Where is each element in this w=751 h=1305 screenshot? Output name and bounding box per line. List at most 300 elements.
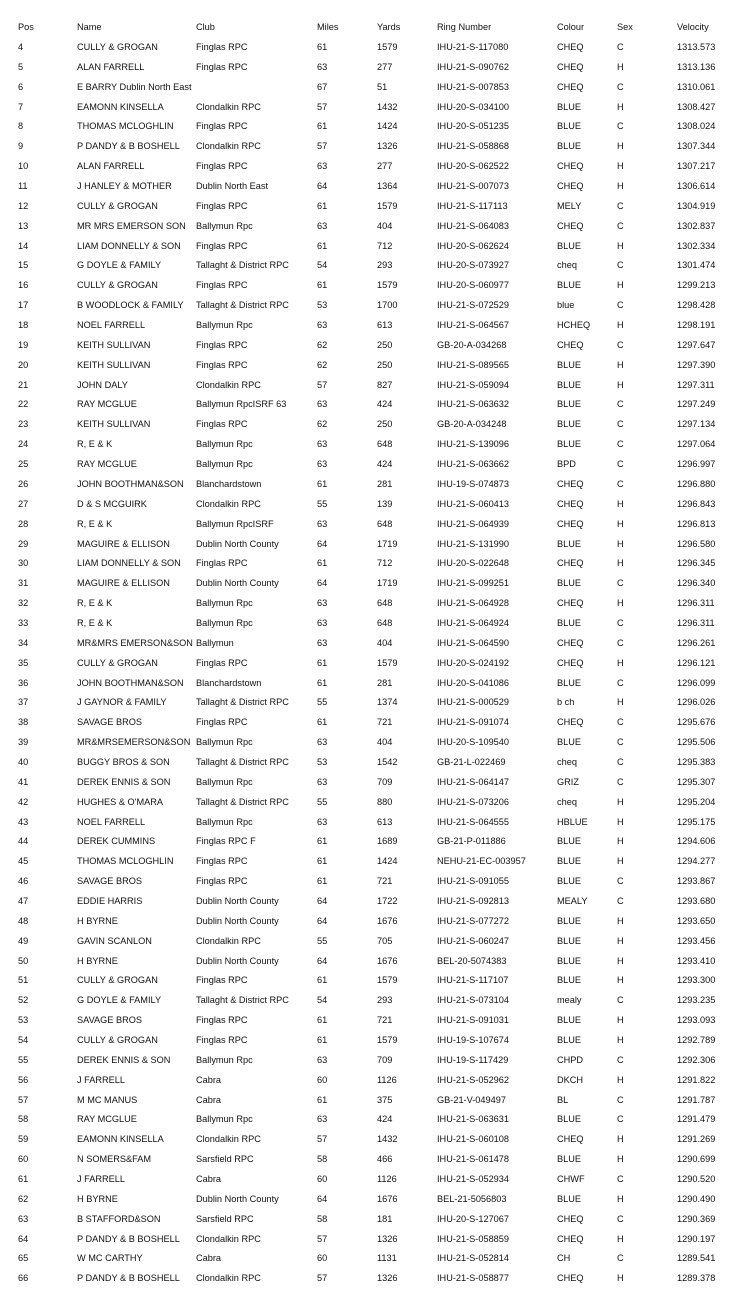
cell-sex: C — [617, 419, 624, 430]
cell-velocity: 1301.474 — [677, 260, 716, 271]
cell-club: Finglas RPC — [196, 280, 248, 291]
cell-pos: 51 — [18, 975, 29, 986]
cell-miles: 54 — [317, 995, 328, 1006]
cell-colour: CHEQ — [557, 1273, 584, 1284]
cell-name: B WOODLOCK & FAMILY — [77, 300, 184, 311]
cell-sex: H — [617, 498, 624, 509]
cell-yards: 281 — [377, 478, 393, 489]
cell-name: R, E & K — [77, 439, 113, 450]
cell-pos: 63 — [18, 1213, 29, 1224]
cell-velocity: 1296.311 — [677, 617, 715, 628]
cell-colour: BLUE — [557, 439, 582, 450]
cell-pos: 41 — [18, 776, 29, 787]
cell-club: Ballymun Rpc — [196, 617, 253, 628]
table-row — [0, 296, 751, 316]
cell-colour: CHEQ — [557, 717, 584, 728]
cell-pos: 52 — [18, 995, 29, 1006]
cell-sex: H — [617, 538, 624, 549]
cell-miles: 55 — [317, 796, 328, 807]
cell-name: DEREK ENNIS & SON — [77, 1054, 171, 1065]
cell-pos: 23 — [18, 419, 29, 430]
cell-pos: 57 — [18, 1094, 29, 1105]
cell-club: Finglas RPC — [196, 1015, 248, 1026]
table-row — [0, 654, 751, 674]
cell-sex: H — [617, 1193, 624, 1204]
cell-velocity: 1296.121 — [677, 657, 716, 668]
cell-ring-number: IHU-21-S-060247 — [437, 935, 510, 946]
cell-velocity: 1296.880 — [677, 478, 716, 489]
header-row — [0, 18, 751, 38]
cell-club: Ballymun RpcISRF — [196, 518, 274, 529]
cell-club: Ballymun Rpc — [196, 776, 253, 787]
cell-miles: 63 — [317, 399, 328, 410]
cell-colour: BLUE — [557, 578, 582, 589]
cell-velocity: 1290.699 — [677, 1154, 716, 1165]
cell-ring-number: IHU-20-S-109540 — [437, 737, 510, 748]
cell-colour: CHEQ — [557, 558, 584, 569]
cell-yards: 1719 — [377, 538, 398, 549]
cell-miles: 61 — [317, 1015, 328, 1026]
cell-colour: CHEQ — [557, 220, 584, 231]
cell-miles: 63 — [317, 518, 328, 529]
cell-club: Finglas RPC F — [196, 836, 256, 847]
table-row — [0, 733, 751, 753]
cell-velocity: 1297.647 — [677, 339, 716, 350]
cell-ring-number: IHU-21-S-058877 — [437, 1273, 510, 1284]
cell-colour: CHEQ — [557, 518, 584, 529]
cell-miles: 60 — [317, 1253, 328, 1264]
table-row — [0, 1031, 751, 1051]
cell-miles: 58 — [317, 1154, 328, 1165]
cell-colour: BLUE — [557, 280, 582, 291]
header-miles: Miles — [317, 22, 339, 32]
cell-yards: 721 — [377, 876, 393, 887]
cell-name: H BYRNE — [77, 915, 118, 926]
cell-name: J GAYNOR & FAMILY — [77, 697, 167, 708]
cell-ring-number: IHU-21-S-064928 — [437, 598, 510, 609]
cell-colour: BLUE — [557, 538, 582, 549]
cell-pos: 33 — [18, 617, 29, 628]
cell-velocity: 1292.306 — [677, 1054, 716, 1065]
cell-sex: C — [617, 677, 624, 688]
cell-name: E BARRY Dublin North East — [77, 81, 192, 92]
cell-colour: CHEQ — [557, 1134, 584, 1145]
cell-miles: 57 — [317, 101, 328, 112]
cell-sex: C — [617, 260, 624, 271]
cell-velocity: 1295.175 — [677, 816, 716, 827]
cell-colour: BLUE — [557, 915, 582, 926]
cell-miles: 63 — [317, 637, 328, 648]
cell-velocity: 1296.261 — [677, 637, 716, 648]
cell-club: Cabra — [196, 1094, 222, 1105]
cell-pos: 58 — [18, 1114, 29, 1125]
cell-miles: 61 — [317, 975, 328, 986]
cell-yards: 293 — [377, 995, 393, 1006]
cell-name: D & S MCGUIRK — [77, 498, 147, 509]
cell-sex: H — [617, 61, 624, 72]
cell-name: CULLY & GROGAN — [77, 657, 158, 668]
cell-name: RAY MCGLUE — [77, 399, 137, 410]
cell-yards: 648 — [377, 439, 393, 450]
cell-ring-number: IHU-21-S-077272 — [437, 915, 510, 926]
cell-yards: 712 — [377, 240, 393, 251]
cell-club: Cabra — [196, 1074, 222, 1085]
header-pos: Pos — [18, 22, 34, 32]
cell-velocity: 1297.311 — [677, 379, 715, 390]
table-row — [0, 78, 751, 98]
cell-club: Blanchardstown — [196, 478, 262, 489]
cell-miles: 62 — [317, 339, 328, 350]
cell-sex: H — [617, 1015, 624, 1026]
cell-colour: MELY — [557, 200, 582, 211]
cell-miles: 61 — [317, 856, 328, 867]
cell-yards: 709 — [377, 1054, 393, 1065]
cell-club: Finglas RPC — [196, 359, 248, 370]
cell-yards: 1131 — [377, 1253, 397, 1264]
cell-name: J FARRELL — [77, 1174, 125, 1185]
cell-pos: 26 — [18, 478, 29, 489]
cell-ring-number: IHU-19-S-074873 — [437, 478, 510, 489]
cell-velocity: 1293.680 — [677, 895, 716, 906]
table-row — [0, 1210, 751, 1230]
cell-sex: C — [617, 1253, 624, 1264]
cell-velocity: 1291.787 — [677, 1094, 716, 1105]
cell-sex: C — [617, 300, 624, 311]
cell-name: EDDIE HARRIS — [77, 895, 143, 906]
cell-club: Finglas RPC — [196, 1035, 248, 1045]
cell-name: MR&MRSEMERSON&SON — [77, 737, 191, 748]
table-row — [0, 395, 751, 415]
cell-sex: H — [617, 280, 624, 291]
table-row — [0, 674, 751, 694]
cell-pos: 31 — [18, 578, 29, 589]
cell-velocity: 1294.606 — [677, 836, 716, 847]
cell-velocity: 1308.427 — [677, 101, 716, 112]
cell-ring-number: IHU-20-S-041086 — [437, 677, 510, 688]
table-row — [0, 58, 751, 78]
cell-club: Dublin North County — [196, 955, 279, 966]
cell-colour: HCHEQ — [557, 320, 591, 331]
cell-yards: 181 — [377, 1213, 393, 1224]
cell-velocity: 1313.573 — [677, 42, 716, 52]
cell-name: MAGUIRE & ELLISON — [77, 578, 170, 589]
cell-club: Finglas RPC — [196, 717, 248, 728]
cell-velocity: 1302.837 — [677, 220, 716, 231]
cell-velocity: 1308.024 — [677, 121, 716, 132]
cell-velocity: 1293.300 — [677, 975, 716, 986]
cell-pos: 22 — [18, 399, 29, 410]
table-row — [0, 336, 751, 356]
cell-club: Finglas RPC — [196, 657, 248, 668]
cell-ring-number: GB-21-P-011886 — [437, 836, 506, 847]
cell-name: ALAN FARRELL — [77, 161, 145, 172]
cell-miles: 53 — [317, 756, 328, 767]
table-row — [0, 256, 751, 276]
cell-club: Dublin North County — [196, 1193, 279, 1204]
cell-velocity: 1296.580 — [677, 538, 716, 549]
cell-pos: 21 — [18, 379, 29, 390]
cell-yards: 424 — [377, 399, 393, 410]
table-row — [0, 614, 751, 634]
cell-yards: 1326 — [377, 1273, 398, 1284]
table-row — [0, 495, 751, 515]
cell-name: MR&MRS EMERSON&SON — [77, 637, 193, 648]
cell-ring-number: IHU-21-S-060108 — [437, 1134, 510, 1145]
cell-velocity: 1297.249 — [677, 399, 716, 410]
table-row — [0, 316, 751, 336]
cell-ring-number: BEL-21-5056803 — [437, 1193, 507, 1204]
cell-ring-number: IHU-21-S-073104 — [437, 995, 510, 1006]
cell-club: Sarsfield RPC — [196, 1154, 254, 1165]
table-row — [0, 634, 751, 654]
cell-pos: 46 — [18, 876, 29, 887]
table-row — [0, 892, 751, 912]
cell-yards: 1374 — [377, 697, 398, 708]
cell-pos: 45 — [18, 856, 29, 867]
cell-name: MAGUIRE & ELLISON — [77, 538, 170, 549]
cell-pos: 14 — [18, 240, 29, 251]
cell-sex: H — [617, 359, 624, 370]
cell-club: Finglas RPC — [196, 419, 248, 430]
table-row — [0, 991, 751, 1011]
table-row — [0, 554, 751, 574]
cell-velocity: 1299.213 — [677, 280, 716, 291]
cell-name: JOHN DALY — [77, 379, 128, 390]
cell-miles: 61 — [317, 677, 328, 688]
cell-ring-number: IHU-21-S-099251 — [437, 578, 510, 589]
cell-club: Ballymun Rpc — [196, 1054, 253, 1065]
cell-miles: 63 — [317, 320, 328, 331]
cell-sex: C — [617, 200, 624, 211]
cell-colour: BLUE — [557, 419, 582, 430]
table-row — [0, 237, 751, 257]
table-row — [0, 137, 751, 157]
cell-miles: 63 — [317, 816, 328, 827]
cell-velocity: 1313.136 — [677, 61, 716, 72]
cell-name: CULLY & GROGAN — [77, 42, 158, 52]
cell-ring-number: IHU-21-S-091031 — [437, 1015, 510, 1026]
cell-pos: 13 — [18, 220, 29, 231]
cell-ring-number: IHU-20-S-022648 — [437, 558, 510, 569]
cell-miles: 57 — [317, 1134, 328, 1145]
cell-club: Dublin North County — [196, 895, 279, 906]
cell-pos: 17 — [18, 300, 29, 311]
cell-yards: 1700 — [377, 300, 398, 311]
cell-ring-number: IHU-21-S-064590 — [437, 637, 510, 648]
cell-sex: H — [617, 240, 624, 251]
header-yards: Yards — [377, 22, 401, 32]
cell-colour: CHEQ — [557, 478, 584, 489]
cell-miles: 61 — [317, 717, 328, 728]
cell-colour: cheq — [557, 756, 577, 767]
cell-yards: 709 — [377, 776, 393, 787]
cell-yards: 1579 — [377, 657, 398, 668]
cell-name: M MC MANUS — [77, 1094, 138, 1105]
cell-yards: 250 — [377, 339, 393, 350]
cell-miles: 62 — [317, 359, 328, 370]
cell-velocity: 1296.813 — [677, 518, 716, 529]
cell-miles: 57 — [317, 1233, 328, 1244]
cell-pos: 10 — [18, 161, 29, 172]
cell-yards: 1676 — [377, 915, 398, 926]
cell-ring-number: GB-20-A-034268 — [437, 339, 507, 350]
cell-ring-number: BEL-20-5074383 — [437, 955, 507, 966]
cell-colour: BLUE — [557, 1015, 582, 1026]
cell-yards: 281 — [377, 677, 393, 688]
cell-sex: H — [617, 657, 624, 668]
cell-colour: BLUE — [557, 359, 582, 370]
cell-pos: 5 — [18, 61, 24, 72]
cell-name: DEREK ENNIS & SON — [77, 776, 171, 787]
cell-ring-number: IHU-21-S-059094 — [437, 379, 510, 390]
cell-pos: 6 — [18, 81, 24, 92]
cell-miles: 63 — [317, 439, 328, 450]
cell-miles: 53 — [317, 300, 328, 311]
cell-yards: 1579 — [377, 280, 398, 291]
cell-club: Tallaght & District RPC — [196, 756, 289, 767]
cell-ring-number: IHU-21-S-061478 — [437, 1154, 510, 1165]
cell-ring-number: IHU-21-S-052934 — [437, 1174, 510, 1185]
cell-colour: BLUE — [557, 1114, 582, 1125]
cell-club: Blanchardstown — [196, 677, 262, 688]
cell-name: SAVAGE BROS — [77, 876, 143, 887]
cell-yards: 466 — [377, 1154, 393, 1165]
table-row — [0, 38, 751, 58]
cell-club: Dublin North County — [196, 915, 279, 926]
table-row — [0, 117, 751, 137]
cell-sex: H — [617, 320, 624, 331]
cell-name: J FARRELL — [77, 1074, 125, 1085]
cell-ring-number: IHU-21-S-063632 — [437, 399, 510, 410]
cell-name: G DOYLE & FAMILY — [77, 995, 162, 1006]
cell-velocity: 1297.064 — [677, 439, 716, 450]
cell-velocity: 1295.383 — [677, 756, 716, 767]
cell-pos: 48 — [18, 915, 29, 926]
cell-miles: 63 — [317, 220, 328, 231]
cell-velocity: 1296.099 — [677, 677, 716, 688]
cell-yards: 721 — [377, 717, 393, 728]
cell-club: Dublin North East — [196, 181, 269, 192]
cell-yards: 1432 — [377, 1134, 398, 1145]
cell-colour: BLUE — [557, 935, 582, 946]
cell-velocity: 1298.428 — [677, 300, 716, 311]
cell-name: THOMAS MCLOGHLIN — [77, 121, 174, 132]
table-row — [0, 1110, 751, 1130]
cell-pos: 47 — [18, 895, 29, 906]
cell-velocity: 1294.277 — [677, 856, 716, 867]
cell-yards: 1424 — [377, 121, 398, 132]
cell-sex: H — [617, 955, 624, 966]
cell-club: Ballymun Rpc — [196, 1114, 253, 1125]
cell-pos: 18 — [18, 320, 29, 331]
cell-sex: H — [617, 796, 624, 807]
cell-colour: BLUE — [557, 975, 582, 986]
cell-miles: 58 — [317, 1213, 328, 1224]
cell-ring-number: IHU-21-S-064083 — [437, 220, 510, 231]
cell-sex: C — [617, 756, 624, 767]
cell-miles: 60 — [317, 1174, 328, 1185]
cell-miles: 63 — [317, 1054, 328, 1065]
cell-sex: C — [617, 1174, 624, 1185]
cell-pos: 64 — [18, 1233, 29, 1244]
cell-colour: BLUE — [557, 856, 582, 867]
cell-miles: 55 — [317, 935, 328, 946]
header-velocity: Velocity — [677, 22, 709, 32]
cell-yards: 648 — [377, 518, 393, 529]
cell-yards: 613 — [377, 320, 393, 331]
table-row — [0, 753, 751, 773]
cell-colour: MEALY — [557, 895, 588, 906]
cell-pos: 59 — [18, 1134, 29, 1145]
cell-miles: 61 — [317, 1035, 328, 1045]
table-row — [0, 1269, 751, 1289]
cell-velocity: 1295.204 — [677, 796, 716, 807]
cell-yards: 1126 — [377, 1174, 397, 1185]
cell-name: KEITH SULLIVAN — [77, 419, 151, 430]
cell-club: Finglas RPC — [196, 61, 248, 72]
cell-ring-number: IHU-20-S-073927 — [437, 260, 510, 271]
cell-pos: 34 — [18, 637, 29, 648]
cell-ring-number: IHU-21-S-117107 — [437, 975, 509, 986]
cell-club: Cabra — [196, 1174, 222, 1185]
cell-sex: C — [617, 42, 624, 52]
cell-miles: 61 — [317, 200, 328, 211]
cell-sex: C — [617, 220, 624, 231]
cell-pos: 15 — [18, 260, 29, 271]
cell-miles: 54 — [317, 260, 328, 271]
cell-ring-number: IHU-20-S-127067 — [437, 1213, 510, 1224]
cell-colour: b ch — [557, 697, 575, 708]
cell-yards: 648 — [377, 617, 393, 628]
cell-miles: 64 — [317, 538, 328, 549]
cell-ring-number: IHU-21-S-007853 — [437, 81, 510, 92]
cell-colour: CHEQ — [557, 61, 584, 72]
cell-colour: BLUE — [557, 876, 582, 887]
cell-ring-number: IHU-21-S-091055 — [437, 876, 510, 887]
cell-ring-number: IHU-21-S-092813 — [437, 895, 510, 906]
cell-velocity: 1290.520 — [677, 1174, 716, 1185]
cell-colour: DKCH — [557, 1074, 584, 1085]
cell-velocity: 1291.479 — [677, 1114, 716, 1125]
cell-pos: 66 — [18, 1273, 29, 1284]
table-row — [0, 713, 751, 733]
cell-colour: CHEQ — [557, 598, 584, 609]
cell-yards: 1579 — [377, 42, 398, 52]
cell-colour: CHEQ — [557, 498, 584, 509]
cell-sex: H — [617, 141, 624, 152]
cell-club: Dublin North County — [196, 538, 279, 549]
cell-colour: BLUE — [557, 101, 582, 112]
cell-ring-number: IHU-20-S-062522 — [437, 161, 510, 172]
cell-sex: C — [617, 1054, 624, 1065]
cell-velocity: 1296.026 — [677, 697, 716, 708]
cell-miles: 61 — [317, 657, 328, 668]
cell-yards: 293 — [377, 260, 393, 271]
cell-name: LIAM DONNELLY & SON — [77, 240, 181, 251]
cell-club: Cabra — [196, 1253, 222, 1264]
cell-velocity: 1297.134 — [677, 419, 716, 430]
cell-ring-number: IHU-21-S-000529 — [437, 697, 510, 708]
table-row — [0, 872, 751, 892]
cell-name: KEITH SULLIVAN — [77, 339, 151, 350]
cell-miles: 61 — [317, 836, 328, 847]
cell-sex: C — [617, 459, 624, 470]
cell-club: Tallaght & District RPC — [196, 300, 289, 311]
table-row — [0, 1230, 751, 1250]
cell-pos: 38 — [18, 717, 29, 728]
cell-sex: C — [617, 737, 624, 748]
cell-sex: H — [617, 558, 624, 569]
